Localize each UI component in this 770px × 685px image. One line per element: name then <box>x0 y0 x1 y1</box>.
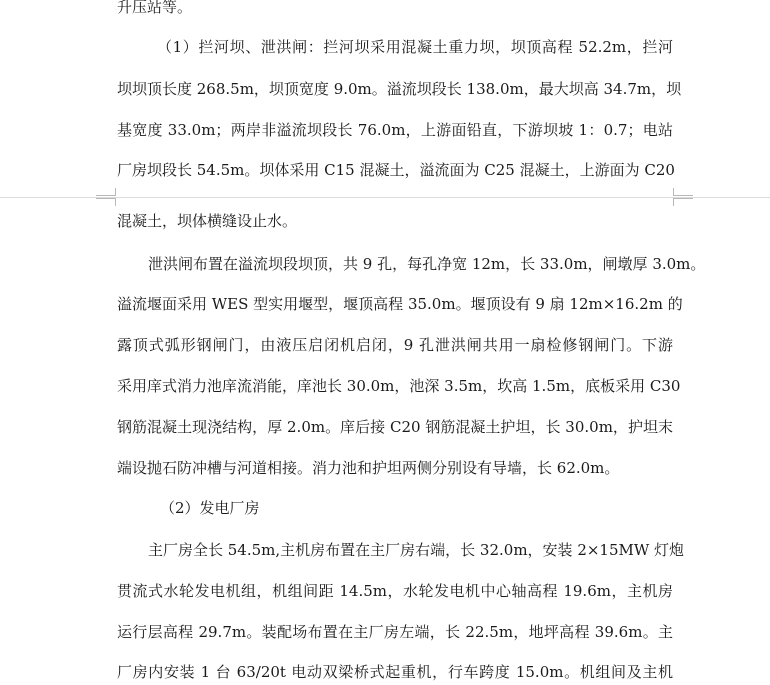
section-heading-powerhouse: （2）发电厂房 <box>160 499 260 517</box>
text-line: 端设抛石防冲槽与河道相接。消力池和护坦两侧分别设有导墙，长 62.0m。 <box>117 459 620 477</box>
text-line: 露顶式弧形钢闸门，由液压启闭机启闭，9 孔泄洪闸共用一扇检修钢闸门。下游 <box>117 336 673 354</box>
text-line: 运行层高程 29.7m。装配场布置在主厂房左端，长 22.5m，地坪高程 39.6m。主 <box>117 623 673 641</box>
page-corner-mark <box>96 198 116 206</box>
page-corner-mark <box>673 198 693 206</box>
text-line: 厂房内安装 1 台 63/20t 电动双梁桥式起重机，行车跨度 15.0m。机组间及主机 <box>117 663 673 681</box>
text-line: 贯流式水轮发电机组，机组间距 14.5m，水轮发电机中心轴高程 19.6m，主机房 <box>117 582 673 600</box>
text-line: 混凝土，坝体横缝设止水。 <box>117 212 298 230</box>
text-line: 采用庠式消力池庠流消能，庠池长 30.0m，池深 3.5m，坎高 1.5m，底板采用 C30 <box>117 377 681 395</box>
text-line: 厂房坝段长 54.5m。坝体采用 C15 混凝土，溢流面为 C25 混凝土，上游面为 C20 <box>117 161 675 179</box>
page-corner-mark <box>96 188 116 196</box>
text-line: 坝坝顶长度 268.5m，坝顶宽度 9.0m。溢流坝段长 138.0m，最大坝高 34.7m，坝 <box>117 80 682 98</box>
paragraph-powerhouse: 主厂房全长 54.5m,主机房布置在主厂房右端，长 32.0m，安装 2×15MW 灯炮 <box>148 541 685 559</box>
text-line: 溢流堰面采用 WES 型实用堰型，堰顶高程 35.0m。堰顶设有 9 扇 12m×16.2m 的 <box>117 295 683 313</box>
page-corner-mark <box>673 188 693 196</box>
paragraph-heading-dam: （1）拦河坝、泄洪闸：拦河坝采用混凝土重力坝，坝顶高程 52.2m，拦河 <box>157 38 673 56</box>
text-line: 基宽度 33.0m；两岸非溢流坝段长 76.0m，上游面铅直，下游坝坡 1：0.7；电站 <box>117 121 673 139</box>
paragraph-spillway: 泄洪闸布置在溢流坝段坝顶，共 9 孔，每孔净宽 12m，长 33.0m，闸墩厚 3.0m。 <box>148 255 706 273</box>
text-line: 钢筋混凝土现浇结构，厚 2.0m。庠后接 C20 钢筋混凝土护坦，长 30.0m，护坦末 <box>117 418 673 436</box>
text-line: 升压站等。 <box>117 0 193 16</box>
